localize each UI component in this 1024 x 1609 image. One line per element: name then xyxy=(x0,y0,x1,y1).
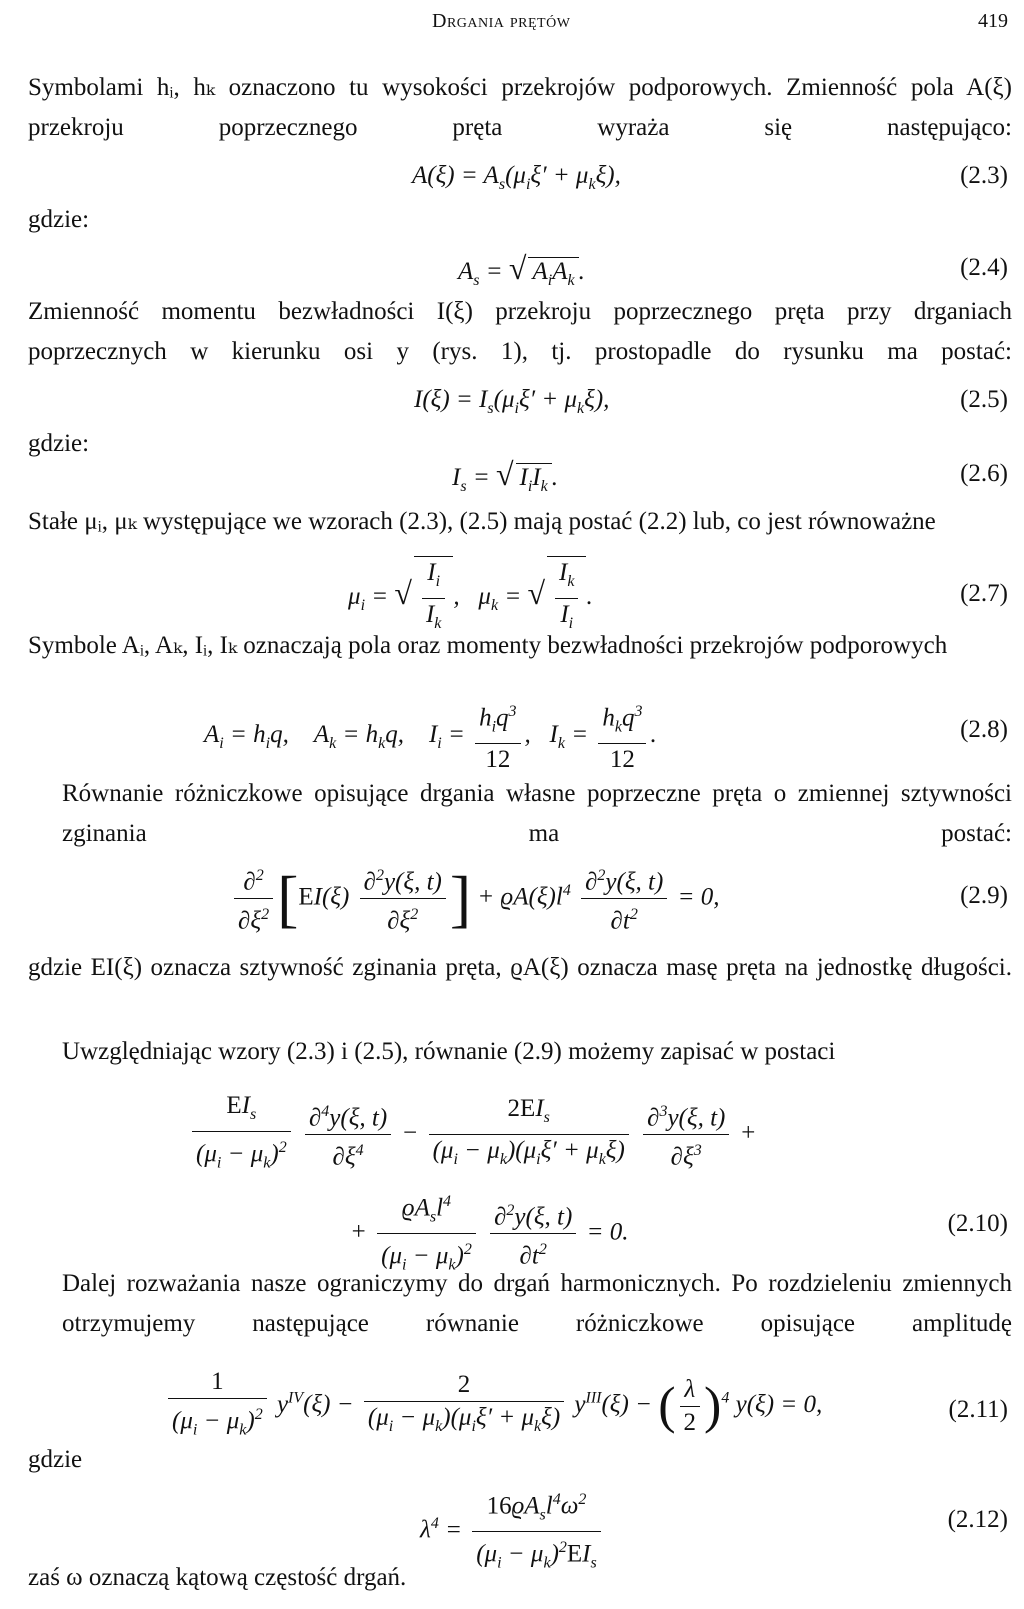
paragraph-stiffness: gdzie EI(ξ) oznacza sztywność zginania pręta, ϱA(ξ) oznacza masę pręta na jednostkę długości. xyxy=(28,954,1012,981)
paragraph-support-heights: Symbolami hᵢ, hₖ oznaczono tu wysokości przekrojów podporowych. Zmienność pola A(ξ) przekroju poprzecznego pręta wyraża się następująco: xyxy=(28,74,1012,141)
equation-number-2-8: (2.8) xyxy=(960,716,1008,743)
equation-number-2-9: (2.9) xyxy=(960,882,1008,909)
label-gdzie: gdzie: xyxy=(28,430,90,457)
equation-2-10-line-1: $\frac{EI_s}{(\mu_i - \mu_k)^2}$ $\frac{\partial^4y(\xi, t)}{\partial\xi^4}$ − $\frac{2EI_s}{(\mu_i - \mu_k)(\mu_i\xi' + \mu_k\xi)}$ $\frac{\partial^3y(\xi, t)}{\partial\xi^3}$ + xyxy=(188,1090,756,1179)
equation-2-6: $I_s$ = √ $I_iI_k$ . xyxy=(452,456,558,495)
page-header xyxy=(0,6,1024,36)
label-gdzie: gdzie xyxy=(28,1446,83,1473)
running-title: Drgania prętów xyxy=(432,10,571,32)
equation-number-2-3: (2.3) xyxy=(960,162,1008,189)
equation-number-2-4: (2.4) xyxy=(960,254,1008,281)
paragraph-angular-frequency: zaś ω oznaczą kątową częstość drgań. xyxy=(28,1564,407,1591)
equation-number-2-6: (2.6) xyxy=(960,460,1008,487)
equation-2-3: $A(\xi) = A_s(\mu_i\xi' + \mu_k\xi)$, xyxy=(412,162,621,193)
equation-number-2-7: (2.7) xyxy=(960,580,1008,607)
equation-2-4: $A_s$ = √ $A_iA_k$ . xyxy=(458,250,585,289)
paragraph-moment-of-inertia: Zmienność momentu bezwładności I(ξ) przekroju poprzecznego pręta przy drganiach poprzecznych w kierunku osi y (rys. 1), tj. prostopadle do rysunku ma postać: xyxy=(28,298,1012,365)
paragraph-considering: Uwzględniając wzory (2.3) i (2.5), równanie (2.9) możemy zapisać w postaci xyxy=(62,1038,836,1065)
equation-number-2-12: (2.12) xyxy=(947,1506,1008,1533)
equation-2-12: $\lambda^4$ = $\frac{16ϱA_sl^4\omega^2}{(\mu_i - \mu_k)^2EI_s}$ xyxy=(420,1484,605,1580)
equation-2-7: $\mu_i$ = √ $\frac{I_i}{I_k}$ , $\mu_k$ = √ $\frac{I_k}{I_i}$ . xyxy=(348,556,593,640)
page-number: 419 xyxy=(978,10,1008,32)
paragraph-symbols: Symbole Aᵢ, Aₖ, Iᵢ, Iₖ oznaczają pola oraz momenty bezwładności przekrojów podporowych xyxy=(28,632,948,659)
equation-number-2-5: (2.5) xyxy=(960,386,1008,413)
equation-2-8: $A_i = h_iq$, $A_k = h_kq$, $I_i$ = $\frac{h_iq^3}{12}$ , $I_k$ = $\frac{h_kq^3}{12}$ . xyxy=(204,696,657,776)
equation-2-11: $\frac{1}{(\mu_i - \mu_k)^2}$ $y^{IV}(\xi)$ − $\frac{2}{(\mu_i - \mu_k)(\mu_i\xi' + \mu_k\xi)}$ $y^{III}(\xi)$ − ( $\frac{\lambda}{2}$ )$^4$ y(ξ) = 0, xyxy=(164,1366,822,1446)
equation-number-2-10: (2.10) xyxy=(947,1210,1008,1237)
equation-2-10-line-2: + $\frac{ϱA_sl^4}{(\mu_i - \mu_k)^2}$ $\frac{\partial^2y(\xi, t)}{\partial t^2}$ = 0. xyxy=(350,1186,628,1282)
paragraph-differential-equation: Równanie różniczkowe opisujące drgania własne poprzeczne pręta o zmiennej sztywności zginania ma postać: xyxy=(62,780,1012,847)
equation-2-5: $I(\xi) = I_s(\mu_i\xi' + \mu_k\xi)$, xyxy=(414,386,610,417)
equation-number-2-11: (2.11) xyxy=(948,1396,1008,1423)
paragraph-harmonic: Dalej rozważania nasze ograniczymy do drgań harmonicznych. Po rozdzieleniu zmiennych otrzymujemy następujące równanie różniczkowe opisujące amplitudę xyxy=(62,1270,1012,1337)
equation-2-9: $\frac{\partial^2}{\partial\xi^2}$ [EI(ξ) $\frac{\partial^2y(\xi, t)}{\partial\xi^2}$ ] + $ϱA(\xi)l^4$ $\frac{\partial^2y(\xi, t)}{\partial t^2}$ = 0, xyxy=(230,860,719,938)
label-gdzie: gdzie: xyxy=(28,206,90,233)
paragraph-constants: Stałe μᵢ, μₖ występujące we wzorach (2.3), (2.5) mają postać (2.2) lub, co jest równoważne xyxy=(28,508,936,535)
